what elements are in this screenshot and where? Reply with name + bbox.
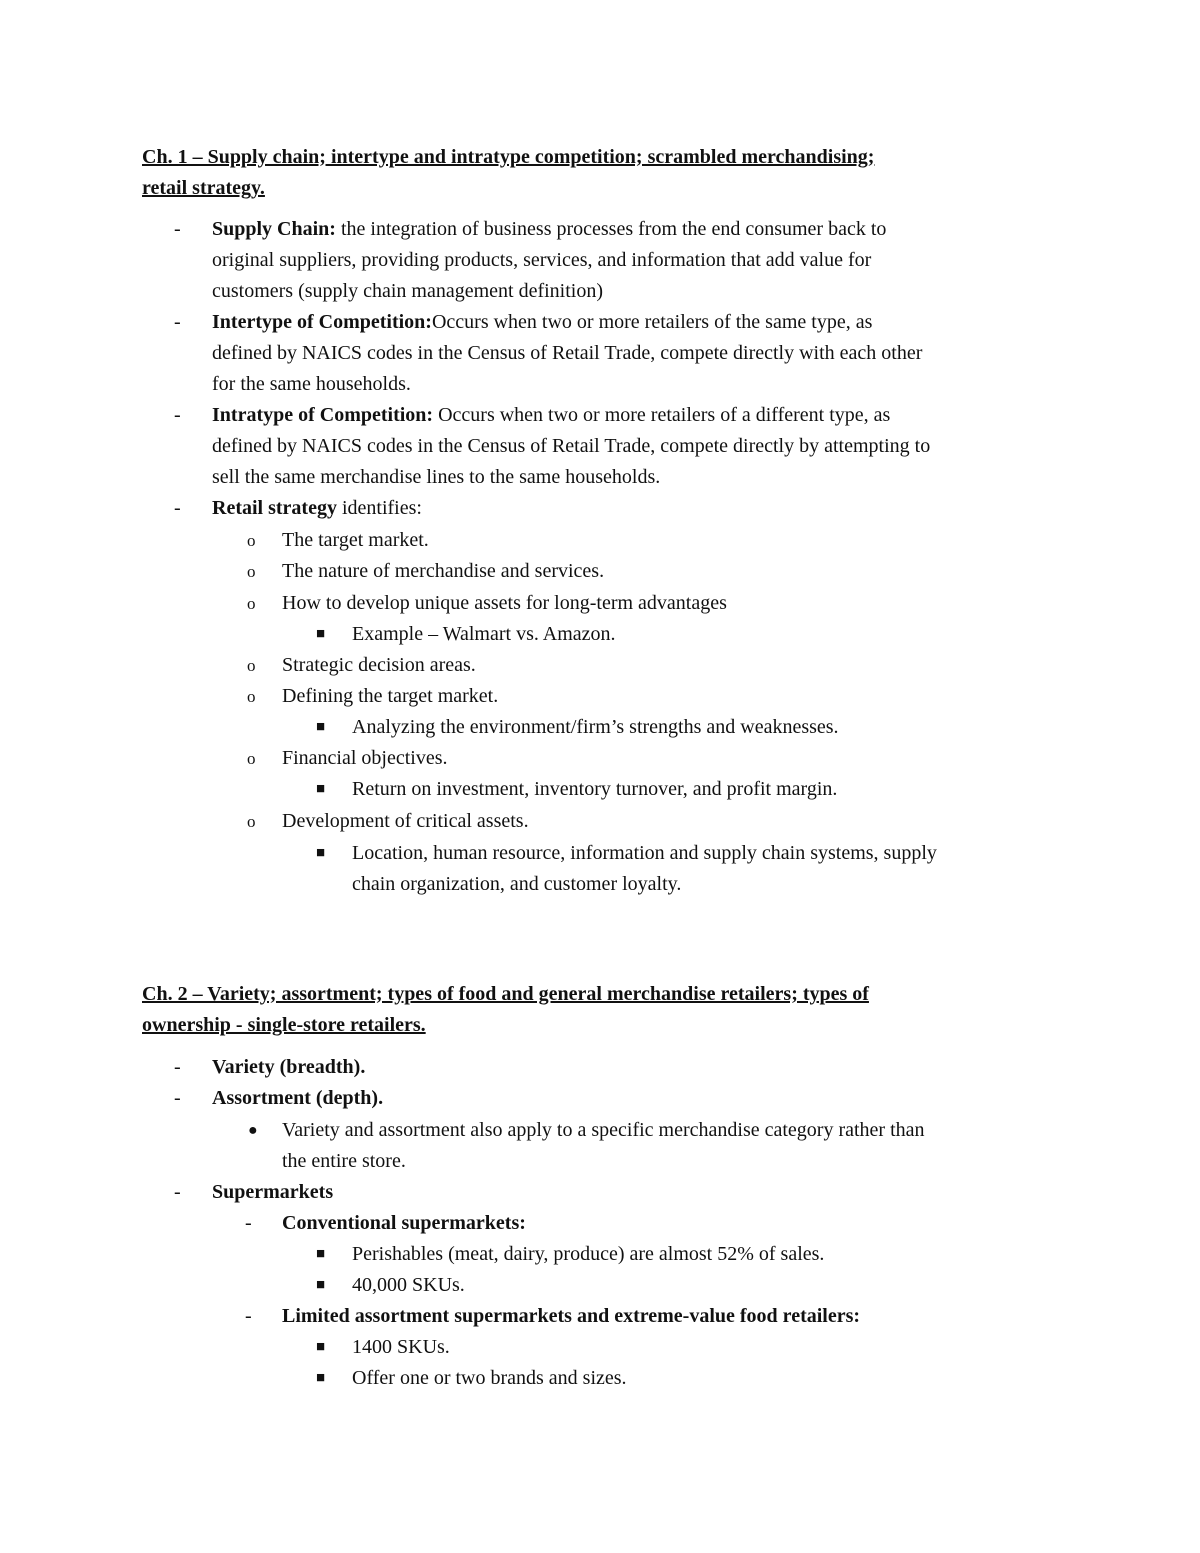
strategy-item-defining-target: Defining the target market. <box>282 685 499 707</box>
filled-bullet: ● <box>248 1122 258 1139</box>
chapter-2-heading-line-2: ownership - single-store retailers. <box>142 1014 426 1036</box>
dash-bullet: - <box>174 1056 181 1078</box>
chapter-2-heading-line-1: Ch. 2 – Variety; assortment; types of food and general merchandise retailers; types of <box>142 983 869 1005</box>
intertype-term: Intertype of Competition: <box>212 311 432 333</box>
chapter-1-heading-line-2: retail strategy. <box>142 177 265 199</box>
circle-bullet: o <box>247 656 256 675</box>
circle-bullet: o <box>247 812 256 831</box>
conventional-supermarkets-item: Conventional supermarkets: <box>282 1212 526 1234</box>
strategy-subitem-return: Return on investment, inventory turnover, and profit margin. <box>352 778 838 800</box>
strategy-subitem-location-line-2: chain organization, and customer loyalty. <box>352 873 682 895</box>
circle-bullet: o <box>247 749 256 768</box>
circle-bullet: o <box>247 562 256 581</box>
strategy-subitem-analyzing: Analyzing the environment/firm’s strengths and weaknesses. <box>352 716 839 738</box>
limited-brands: Offer one or two brands and sizes. <box>352 1367 627 1389</box>
supply-chain-line-1 <box>212 214 886 245</box>
intratype-line-3: sell the same merchandise lines to the same households. <box>212 466 661 488</box>
strategy-item-target-market: The target market. <box>282 529 429 551</box>
intratype-definition: Occurs when two or more retailers of a different type, as <box>433 404 891 426</box>
supermarkets-item: Supermarkets <box>212 1181 334 1203</box>
limited-skus: 1400 SKUs. <box>352 1336 450 1358</box>
dash-bullet: - <box>174 1181 181 1203</box>
intratype-term: Intratype of Competition: <box>212 404 434 426</box>
intertype-line-1 <box>212 307 872 338</box>
intertype-line-2: defined by NAICS codes in the Census of Retail Trade, compete directly with each other <box>212 342 923 364</box>
chapter-2-heading <box>142 979 1042 1041</box>
strategy-item-financial: Financial objectives. <box>282 747 448 769</box>
strategy-item-critical-assets: Development of critical assets. <box>282 810 529 832</box>
dash-bullet: - <box>174 311 181 333</box>
strategy-item-decision-areas: Strategic decision areas. <box>282 654 476 676</box>
dash-bullet: - <box>174 404 181 426</box>
strategy-item-unique-assets: How to develop unique assets for long-term advantages <box>282 592 727 614</box>
supply-chain-line-3: customers (supply chain management definition) <box>212 280 604 302</box>
dash-bullet: - <box>245 1212 252 1234</box>
retail-strategy-line <box>212 493 422 524</box>
strategy-subitem-location-line-1: Location, human resource, information and supply chain systems, supply <box>352 842 937 864</box>
chapter-1-heading-line-1: Ch. 1 – Supply chain; intertype and intratype competition; scrambled merchandising; <box>142 146 875 168</box>
square-bullet: ■ <box>316 845 326 861</box>
intertype-line-3: for the same households. <box>212 373 411 395</box>
intratype-line-2: defined by NAICS codes in the Census of Retail Trade, compete directly by attempting to <box>212 435 931 457</box>
square-bullet: ■ <box>316 781 326 797</box>
circle-bullet: o <box>247 594 256 613</box>
square-bullet: ■ <box>316 719 326 735</box>
retail-strategy-rest: identifies: <box>336 497 422 519</box>
circle-bullet: o <box>247 687 256 706</box>
retail-strategy-term: Retail strategy <box>212 497 337 519</box>
dash-bullet: - <box>174 1087 181 1109</box>
square-bullet: ■ <box>316 1370 326 1386</box>
limited-assortment-item: Limited assortment supermarkets and extreme-value food retailers: <box>282 1305 861 1327</box>
dash-bullet: - <box>174 497 181 519</box>
strategy-item-merchandise: The nature of merchandise and services. <box>282 560 605 582</box>
supply-chain-term: Supply Chain: <box>212 218 336 240</box>
intertype-definition: Occurs when two or more retailers of the same type, as <box>431 311 873 333</box>
square-bullet: ■ <box>316 1246 326 1262</box>
conventional-perishables: Perishables (meat, dairy, produce) are almost 52% of sales. <box>352 1243 825 1265</box>
square-bullet: ■ <box>316 626 326 642</box>
chapter-1-heading <box>142 142 1042 204</box>
circle-bullet: o <box>247 531 256 550</box>
variety-assortment-line-2: the entire store. <box>282 1150 406 1172</box>
variety-assortment-line-1: Variety and assortment also apply to a specific merchandise category rather than <box>282 1119 925 1141</box>
dash-bullet: - <box>174 218 181 240</box>
conventional-skus: 40,000 SKUs. <box>352 1274 465 1296</box>
dash-bullet: - <box>245 1305 252 1327</box>
square-bullet: ■ <box>316 1339 326 1355</box>
supply-chain-definition: the integration of business processes from the end consumer back to <box>335 218 887 240</box>
square-bullet: ■ <box>316 1277 326 1293</box>
variety-item: Variety (breadth). <box>212 1056 366 1078</box>
strategy-subitem-example: Example – Walmart vs. Amazon. <box>352 623 616 645</box>
assortment-item: Assortment (depth). <box>212 1087 384 1109</box>
supply-chain-line-2: original suppliers, providing products, services, and information that add value for <box>212 249 872 271</box>
intratype-line-1 <box>212 400 890 431</box>
